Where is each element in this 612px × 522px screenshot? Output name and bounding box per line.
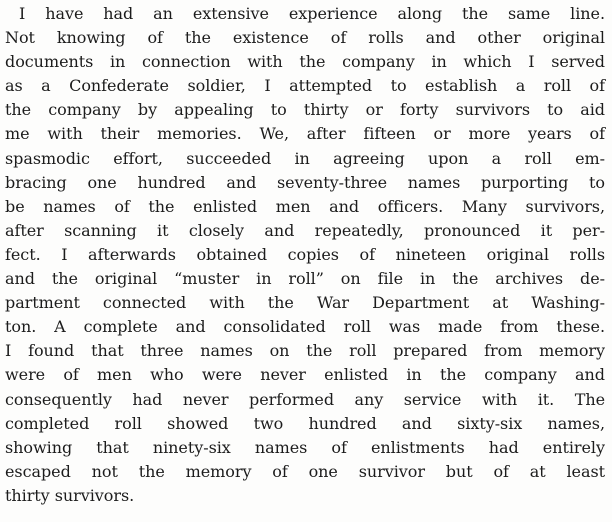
text-line: spasmodic effort, succeeded in agreeing upon a roll em-	[5, 148, 605, 168]
text-line: escaped not the memory of one survivor but of at least	[5, 461, 605, 481]
text-line: the company by appealing to thirty or forty survivors to aid	[5, 100, 605, 120]
text-line: thirty survivors.	[5, 485, 135, 505]
text-line: completed roll showed two hundred and sixty-six names,	[5, 413, 605, 433]
text-line: be names of the enlisted men and officers. Many survivors,	[5, 196, 605, 216]
text-line: after scanning it closely and repeatedly, pronounced it per-	[5, 220, 605, 240]
body-paragraph	[5, 2, 605, 508]
text-line: showing that ninety-six names of enlistments had entirely	[5, 437, 605, 457]
text-line: fect. I afterwards obtained copies of nineteen original rolls	[5, 244, 605, 264]
text-line: I have had an extensive experience along the same line.	[19, 4, 605, 23]
text-line: consequently had never performed any service with it. The	[5, 389, 605, 409]
text-line: bracing one hundred and seventy-three names purporting to	[5, 172, 605, 192]
text-line: partment connected with the War Department at Washing-	[5, 293, 605, 313]
text-line: me with their memories. We, after fifteen or more years of	[5, 124, 605, 144]
text-line: I found that three names on the roll prepared from memory	[5, 341, 605, 361]
text-line: documents in connection with the company in which I served	[5, 52, 605, 72]
text-line: and the original “muster in roll” on file in the archives de-	[5, 269, 605, 289]
text-line: ton. A complete and consolidated roll was made from these.	[5, 317, 605, 337]
text-line: as a Confederate soldier, I attempted to establish a roll of	[5, 76, 605, 96]
text-line: Not knowing of the existence of rolls and other original	[5, 28, 605, 48]
text-line: were of men who were never enlisted in the company and	[5, 365, 605, 385]
